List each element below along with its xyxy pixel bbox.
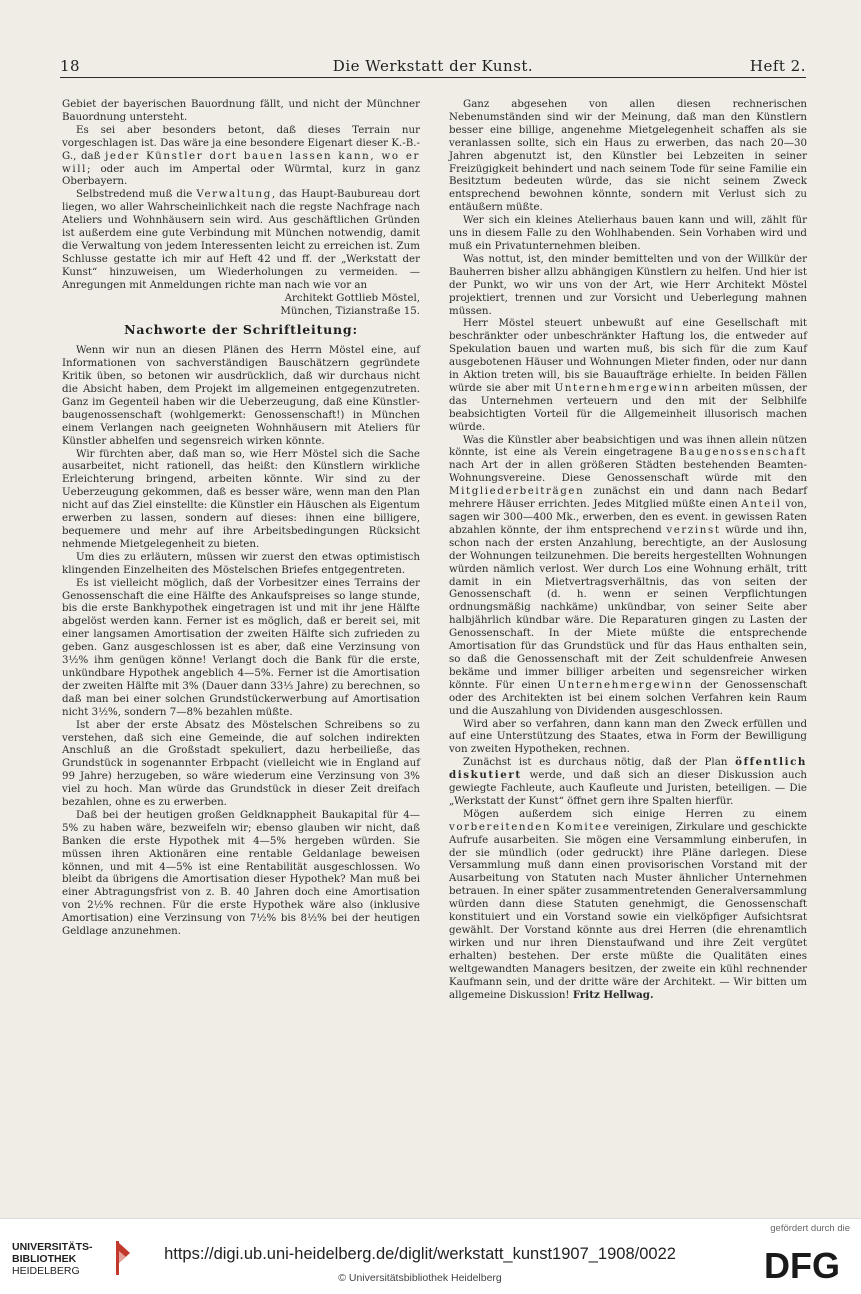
left-column — [62, 98, 420, 938]
paragraph: Es sei aber besonders betont, daß dieses Terrain nur vorgeschlagen ist. Das wäre ja eine besondere Eigenart dieser K.-B.-G., daß jeder Künstler dort bauen lassen kann, wo er will; oder auch im Ampertal oder Würmtal, kurz in ganz Oberbayern. — [62, 123, 421, 188]
library-crest-icon — [108, 1241, 130, 1275]
author-signature: Architekt Gottlieb Möstel, München, Tizianstraße 15. — [280, 291, 420, 317]
paragraph: Ist aber der erste Absatz des Möstelschen Schreibens so zu verstehen, daß sich eine Gemeinde, die auf solchen indirekten Anschluß an die Großstadt spekuliert, dazu herbeiließe, das Grundstück in sogenannter Erbpacht (vielleicht wie in England auf 99 Jahre) herzugeben, so wäre wiederum eine Verzinsung von 3% viel zu hoch. Man würde das Grundstück in dieser Zeit dreifach bezahlen, ohne es zu erwerben. — [62, 718, 420, 809]
spaced-emphasis: Unternehmergewinn — [557, 678, 693, 691]
running-title: Die Werkstatt der Kunst. — [332, 57, 534, 75]
paragraph: Herr Möstel steuert unbewußt auf eine Gesellschaft mit beschränkter oder unbeschränkter Haftung los, die entweder auf Spekulation bauen und warten muß, bis sich für die zum Kauf ausgebotenen Häuser und Wohnungen Mieter finden, oder nur dann in Aktion treten will, bis sie Bauaufträge erhielte. In beiden Fällen würde sie aber mit Unternehmergewinn arbeiten müssen, der das Unternehmen verteuern und den mit der Selbhilfe beabsichtigten Vorteil für die Allgemeinheit illusorisch machen würde. — [449, 317, 807, 433]
paragraph: Daß bei der heutigen großen Geldknappheit Baukapital für 4—5% zu haben wäre, bezweifeln wir; ebenso glauben wir nicht, daß Banken die erste Hypothek mit 4—5% hergeben würden. Sie müssen ihren Aktionären eine rentable Geldanlage beweisen können, und mit 4—5% ist eine Rentabilität ausgeschlossen. Wo bleibt da übrigens die Amortisation dieser Hypothek? Man muß bei einer Abtragungsfrist von z. B. 40 Jahren doch eine Amortisation von 2½% rechnen. Für die erste Hypothek wäre also (inklusive Amortisation) eine Verzinsung von 7½% bis 8½% bei der heutigen Geldlage anzunehmen. — [62, 808, 420, 938]
paragraph: Es ist vielleicht möglich, daß der Vorbesitzer eines Terrains der Genossenschaft die eine Hälfte des Ankaufspreises so lange stunde, bis die erste Bankhypothek eingetragen ist und mit ihr jene Hälfte abgelöst werden kann. Ferner ist es möglich, daß er bereit sei, mit einer langsamen Amortisation der zweiten Hälfte sich zufrieden zu geben. Ganz ausgeschlossen ist es aber, daß eine Verzinsung von 3½% ihm genügen könne! Verlangt doch die Bank für die erste, unkündbare Hypothek angeblich 4—5%. Ferner ist die Amortisation der zweiten Hälfte mit 3% (Dauer dann 33⅓ Jahre) zu berechnen, so daß man bei einer solchen Grundstückerwerbung auf Amortisation nicht 3½%, sondern 7—8% bezahlen müßte. — [62, 576, 420, 718]
permalink-url[interactable]: https://digi.ub.uni-heidelberg.de/diglit/werkstatt_kunst1907_1908/0022 — [164, 1245, 676, 1263]
library-logo[interactable]: UNIVERSITÄTS- BIBLIOTHEK HEIDELBERG — [12, 1241, 152, 1281]
spaced-emphasis: vorbereitenden Komitee — [449, 820, 611, 833]
paragraph: Was die Künstler aber beabsichtigen und was ihnen allein nützen könnte, ist eine als Verein eingetragene Baugenossenschaft nach Art der in allen größeren Städten bestehenden Beamten-Wohnungsvereine. Diese Genossenschaft würde mit den Mitgliederbeiträgen zunächst ein und dann nach Bedarf mehrere Häuser errichten. Jedes Mitglied müßte einen Anteil von, sagen wir 300—400 Mk., erwerben, den es event. in gewissen Raten abzahlen könnte, der ihm entsprechend verzinst würde und ihn, schon nach der ersten Anzahlung, berechtigte, an der Auslosung der Wohnungen teilzunehmen. Die bereits hergestellten Wohnungen würden nämlich verlost. Wer durch Los eine Wohnung erhält, tritt damit in ein Mietvertragsverhältnis, das von seiten der Genossenschaft (d. h. wenn er seinen Verpflichtungen ordnungsmäßig nachkäme) unkündbar, von seiner Seite aber halbjährlich kündbar wäre. Die Reparaturen gingen zu Lasten der Genossenschaft. In der Miete müßte die entsprechende Amortisation für das Grundstück und für das Haus enthalten sein, so daß die Genossenschaft mit der Zeit schuldenfreie Anwesen bekäme und immer billiger arbeiten und segensreicher wirken könnte. Für einen Unternehmergewinn der Genossenschaft oder des Architekten ist bei einem solchen Verfahren kein Raum und die Auszahlung von Dividenden ausgeschlossen. — [449, 433, 807, 717]
author-signature: Fritz Hellwag. — [572, 988, 654, 1001]
copyright-notice: © Universitätsbibliothek Heidelberg — [338, 1272, 502, 1284]
viewer-footer — [0, 1218, 861, 1294]
section-heading: Nachworte der Schriftleitung: — [124, 322, 358, 338]
page-header — [60, 57, 806, 78]
paragraph: Zunächst ist es durchaus nötig, daß der Plan öffentlich diskutiert werde, und daß sich an dieser Diskussion auch gewiegte Fachleute, auch Kaufleute und Juristen, beteiligen. — Die „Werkstatt der Kunst“ öffnet gern ihre Spalten hierfür. — [449, 756, 807, 807]
spaced-emphasis: jeder Künstler dort bauen lassen kann, wo er will — [62, 149, 421, 175]
spaced-emphasis: verzinst — [666, 523, 721, 536]
paragraph: Was nottut, ist, den minder bemittelten und von der Willkür der Bauherren bisher allzu abhängigen Künstlern zu helfen. Und hier ist der Punkt, wo wir uns von der Art, wie Herr Architekt Möstel projektiert, trennen und zur Vorsicht und Ueberlegung mahnen müssen. — [449, 252, 807, 317]
spaced-emphasis: Baugenossenschaft — [679, 446, 807, 459]
spaced-emphasis: Anteil — [741, 498, 782, 511]
svg-text:DFG: DFG — [764, 1246, 840, 1284]
page-number: 18 — [60, 57, 81, 75]
bold-emphasis: öffentlich diskutiert — [449, 756, 807, 782]
paragraph: Wir fürchten aber, daß man so, wie Herr Möstel sich die Sache ausarbeitet, nicht rationell, das heißt: den Künstlern wirkliche Erleichterung bringend, arbeiten könnte. Wir sind zu der Ueberzeugung gekommen, daß es besser wäre, wenn man den Plan nicht auf das Ziel einstellte: die Künstler ein Häuschen als Eigentum erwerben zu lassen, sondern auf dieses: ihnen eine billigere, bequemere und mehr auf ihre Arbeitsbedingungen Rücksicht nehmende Mietgelegenheit zu bieten. — [62, 447, 420, 550]
dfg-logo-icon[interactable] — [756, 1246, 848, 1284]
paragraph: Ganz abgesehen von allen diesen rechnerischen Nebenumständen sind wir der Meinung, daß man den Künstlern besser eine billige, angenehme Mietgelegenheit schaffen als sie veranlassen sollte, sich ein Haus zu erwerben, das nach 20—30 Jahren abgenutzt ist, den Künstler bei Lebzeiten in seiner Freizügigkeit behindert und nach seinem Tode für seine Familie ein Besitztum bedeuten würde, das sie nicht seinem Zweck entsprechend bewohnen könnte, sondern mit Verlust sich zu entäußern müßte. — [449, 98, 807, 214]
right-column — [449, 98, 807, 1001]
spaced-emphasis: Mitgliederbeiträgen — [449, 485, 585, 498]
funding-note: gefördert durch die — [770, 1223, 850, 1234]
paragraph: Mögen außerdem sich einige Herren zu einem vorbereitenden Komitee vereinigen, Zirkulare und geschickte Aufrufe ausarbeiten. Sie mögen eine Versammlung einberufen, in der sie mündlich (oder gedruckt) ihre Pläne darlegen. Diese Versammlung muß dann einen provisorischen Vorstand mit der Ausarbeitung von Statuten nach Muster ähnlicher Unternehmen betrauen. In einer später zusammentretenden Generalversammlung würden dann diese Statuten genehmigt, die Genossenschaft konstituiert und ein Vorstand sowie ein vielköpfiger Aufsichtsrat gewählt. Der Vorstand könnte aus drei Herren (die ehrenamtlich wirken und nur ihren Dienstaufwand und ihre Zeit vergütet erhalten) bestehen. Der erste müßte die Qualitäten eines weltgewandten Managers besitzen, der zweite ein kühl rechnender Kaufmann sein, und der dritte wäre der Architekt. — Wir bitten um allgemeine Diskussion! Fritz Hellwag. — [449, 807, 807, 1001]
issue-number: Heft 2. — [749, 57, 806, 75]
paragraph: Gebiet der bayerischen Bauordnung fällt, und nicht der Münchner Bauordnung untersteht. — [62, 98, 420, 123]
spaced-emphasis: Unternehmergewinn — [554, 381, 690, 394]
paragraph: Wird aber so verfahren, dann kann man den Zweck erfüllen und auf eine Unterstützung des Staates, etwa in Form der Bewilligung von zweiten Hypotheken, rechnen. — [449, 717, 807, 756]
paragraph: Wenn wir nun an diesen Plänen des Herrn Möstel eine, auf Informationen von sachverständigen Bauschätzern gegründete Kritik üben, so betonen wir ausdrücklich, daß wir durchaus nicht die Absicht haben, dem Projekt im allgemeinen entgegenzutreten. Ganz im Gegenteil haben wir die Ueberzeugung, daß eine Künstler-baugenossenschaft (wohlgemerkt: Genossenschaft!) in München einem Verlangen nach geeigneten Wohnhäusern mit Ateliers für Künstler abhelfen und segensreich wirken könnte. — [62, 344, 420, 447]
paragraph: Wer sich ein kleines Atelierhaus bauen kann und will, zählt für uns in diesem Falle zu den Wohlhabenden. Sein Vorhaben wird und muß ein Privatunternehmen bleiben. — [449, 214, 807, 252]
paragraph: Um dies zu erläutern, müssen wir zuerst den etwas optimistisch klingenden Einzelheiten des Möstelschen Briefes entgegentreten. — [62, 550, 420, 576]
paragraph: Selbstredend muß die Verwaltung, das Haupt-Baubureau dort liegen, wo aller Wahrscheinlichkeit nach die regste Nachfrage nach Ateliers und Wohnhäusern sein wird. Aus geschäftlichen Gründen ist außerdem eine gute Verbindung mit München notwendig, damit die Verwaltung von jedem Interessenten leicht zu erreichen ist. Zum Schlusse gestatte ich mir auf Heft 42 und ff. der „Werkstatt der Kunst“ hinzuweisen, um Wiederholungen zu vermeiden. — Anregungen mit Anmeldungen richte man nach wie vor an — [62, 188, 420, 291]
spaced-emphasis: Verwaltung — [196, 188, 272, 201]
